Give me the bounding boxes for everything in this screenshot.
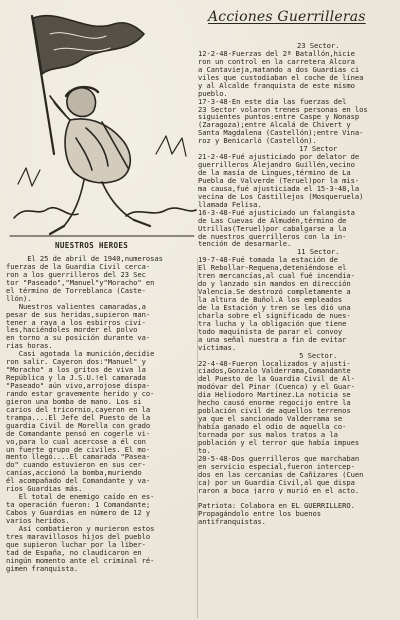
text-line: a Cantavieja,matando a dos Guardias ci [198, 65, 360, 74]
text-line: fuerzas de la Guardia Civil cerca- [6, 262, 151, 271]
text-line: que supieron luchar por la liber- [6, 540, 146, 549]
guerrilla-actions-column [198, 8, 396, 526]
text-line: guerrilleros Alejandro Guillén,vecino [198, 161, 355, 169]
text-line: 17-3-48-En este día las fuerzas del [198, 97, 347, 106]
text-line: Propagándolo entre los buenos [198, 510, 321, 519]
text-line: República y la J.S.U.!el camarada [6, 374, 146, 382]
text-line: rando estar gravemente herido y co- [6, 389, 155, 398]
text-line: varios heridos. [6, 516, 70, 525]
text-line: Valencia.Se destrozó completamente a [198, 288, 351, 296]
text-line: gieron una bomba de mano. Los si [6, 397, 142, 406]
text-line: tención de desarmarle. [198, 240, 292, 249]
text-line: Patriota: Colabora en EL GUERRILLERO. [198, 502, 355, 511]
text-line: mento llegó....El camarada "Pasea- [6, 453, 151, 462]
text-line: charla sobre el significado de nues- [198, 311, 351, 320]
text-line: gimen franquista. [6, 564, 79, 573]
text-line: hecho causó enorme regocijo entre la [198, 399, 351, 408]
text-line: Santa Magdalena (Castellón);entre Vina- [198, 129, 364, 138]
text-line: ta operación fueron: 1 Comandante; [6, 501, 151, 509]
text-line: 19-7-48-Fué tomada la estación de [198, 256, 338, 265]
text-line: de Comandante pensó en cogerle vi- [6, 429, 151, 438]
text-line: 12-2-48-Fuerzas del 2ª Batallón,hicie [198, 49, 355, 58]
text-line: do" cuando estuvieron en sus cer- [6, 461, 146, 470]
text-line: ciados,Gonzalo Valderrama,Comandante [198, 367, 351, 376]
text-line: 20-5-48-Dos guerrilleros que marchaban [198, 454, 360, 463]
text-line: Casi agotada la munición,decidie [6, 350, 155, 359]
text-line: to. [198, 446, 211, 455]
text-line: ya que el sancionado Valderrama se [198, 415, 343, 423]
text-line: 23 Sector volaron trenes personas en los [198, 105, 368, 114]
text-line: tornada por sus malos tratos a la [198, 430, 338, 439]
text-line: de Las Cuevas de Almudén,término de [198, 216, 347, 225]
text-line: tor "Paseado","Manuel"y"Moracho" en [6, 278, 155, 287]
text-line: antifranquistas. [198, 518, 266, 527]
text-line: tener a raya a los esbirros civi- [6, 318, 146, 327]
text-line: "Paseado" aún vivo,arrojose dispa- [6, 382, 151, 390]
article-heroes [6, 255, 198, 573]
text-line: modóvar del Pinar (Cuenca) y el Guar- [198, 383, 355, 392]
text-line: "Moracho" a los gritos de viva la [6, 366, 146, 375]
text-line: les,haciéndoles morder el polvo [6, 326, 138, 335]
text-line: vo,para lo cual acercose a él con [6, 437, 146, 446]
text-line: Puebla de Valverde (Teruel)por la mis- [198, 176, 360, 185]
text-line: guardia Civil de Morella con grado [6, 421, 151, 430]
text-line: de la Estación y tren se les dió una [198, 303, 351, 312]
text-line: ma causa,fué ajusticiada el 15-3-48,la [198, 184, 360, 193]
text-line [198, 494, 396, 502]
text-line: ningún momento ante el criminal ré- [6, 556, 155, 565]
text-line: 17 Sector [256, 145, 338, 154]
text-line: había ganado el odio de aquella co- [198, 423, 347, 431]
fighter-head [67, 88, 96, 117]
text-line: raron a boca jarro y murió en el acto. [198, 486, 360, 495]
text-line: 5 Sector. [256, 351, 338, 360]
text-line: de la masía de Lingues,término de La [198, 169, 351, 177]
text-line: pesar de sus heridas,supieron man- [6, 310, 151, 319]
text-line: El total de enemigo caído en es- [6, 493, 155, 502]
text-line: do y lanzado sin mandos en dirección [198, 280, 351, 289]
flag-cloth [33, 16, 144, 74]
masthead-title: Acciones Guerrilleras [208, 9, 366, 25]
actions-text [198, 42, 396, 526]
text-line: en torno a su posición durante va- [6, 334, 151, 343]
text-line: llamada Felisa. [198, 200, 262, 209]
text-line: tren mercancías,al cual fué incendia- [198, 272, 355, 281]
text-line: víctimas. [198, 343, 237, 352]
text-line: a una señal nuestra a fin de evitar [198, 335, 347, 344]
text-line: trampa....El Jefe del Puesto de la [6, 413, 151, 422]
text-line: 21-2-48-Fué ajusticiado por delator de [198, 153, 360, 162]
text-line: el término de Torreblanca (Caste- [6, 286, 146, 295]
text-line: pueblo. [198, 89, 228, 98]
text-line: tra lucha y la obligación que tiene [198, 319, 347, 328]
text-line: dia Heliodoro Martínez.La noticia se [198, 391, 351, 400]
text-line: El 25 de abril de 1940,numerosas [6, 255, 163, 263]
text-line: de nuestros guerrilleros con la in- [198, 232, 347, 241]
text-line: población y el terror que había impues [198, 438, 360, 447]
text-line: siguientes puntos:entre Caspe y Nonasp [198, 113, 360, 122]
text-line: todo maquinista de parar el convoy [198, 327, 343, 336]
text-line: un fuerte grupo de civiles. El mo- [6, 445, 151, 454]
text-line: la altura de Buñol.A los empleados [198, 296, 343, 304]
text-line: 16-3-48-Fué ajusticiado un falangista [198, 208, 355, 217]
text-line: vecina de Los Castillejos (Mosqueruela) [198, 192, 364, 201]
text-line: tres maravillosos hijos del pueblo [6, 532, 151, 541]
text-line: 22-4-48-Fueron localizados y ajusti- [198, 359, 351, 368]
text-line: y al Alcalde franquista de este mismo [198, 81, 355, 90]
text-line: tad de España, no claudicaron en [6, 548, 142, 557]
text-line: llón). [6, 294, 32, 303]
text-line: (Zaragoza);entre Alcalá de Chivert y [198, 121, 351, 130]
text-line: ron a los guerrilleros del 23 Sec [6, 270, 146, 279]
text-line: ron salir. Cayeron dos:"Manuel" y [6, 358, 146, 367]
text-line: 23 Sector. [254, 42, 340, 50]
text-line: 11 Sector. [254, 248, 340, 257]
text-line: en servicio especial,fueron intercep- [198, 462, 355, 471]
guerrilla-illustration [6, 4, 198, 246]
text-line: dos en las cercanías de Cañizares (Cuen [198, 470, 364, 479]
text-line: viles que custodiaban el coche de línea [198, 73, 364, 82]
text-line: ca) por un Guardia Civil,al que dispa [198, 478, 355, 487]
text-line: rias horas. [6, 342, 53, 351]
text-line: Nuestros valientes camaradas,a [6, 302, 146, 311]
text-line: del Puesto de la Guardia Civil de Al- [198, 375, 355, 384]
text-line: canías,accionó la bomba,muriendo [6, 469, 142, 478]
text-line: población civil de aquellos terrenos [198, 407, 351, 416]
text-line: él acompañado del Comandante y va- [6, 477, 151, 486]
text-line: roz y Benicarló (Castellón). [198, 137, 317, 146]
fighter-torso [65, 119, 130, 183]
text-line: Utrillas(Teruel)por cabalgarse a la [198, 224, 347, 233]
text-line: rios Guardias más. [6, 485, 83, 494]
section-heading-heroes: NUESTROS HEROES [55, 241, 129, 250]
text-line: El Rebollar-Requena,deteniéndose el [198, 264, 347, 273]
text-line: Cabos y Guardias en número de 12 y [6, 509, 151, 517]
text-line: Así combatieron y murieron estos [6, 524, 155, 533]
text-line: carios del tricornio,cayeron en la [6, 405, 151, 414]
text-line: ron un control en la carretera Alcora [198, 57, 355, 66]
